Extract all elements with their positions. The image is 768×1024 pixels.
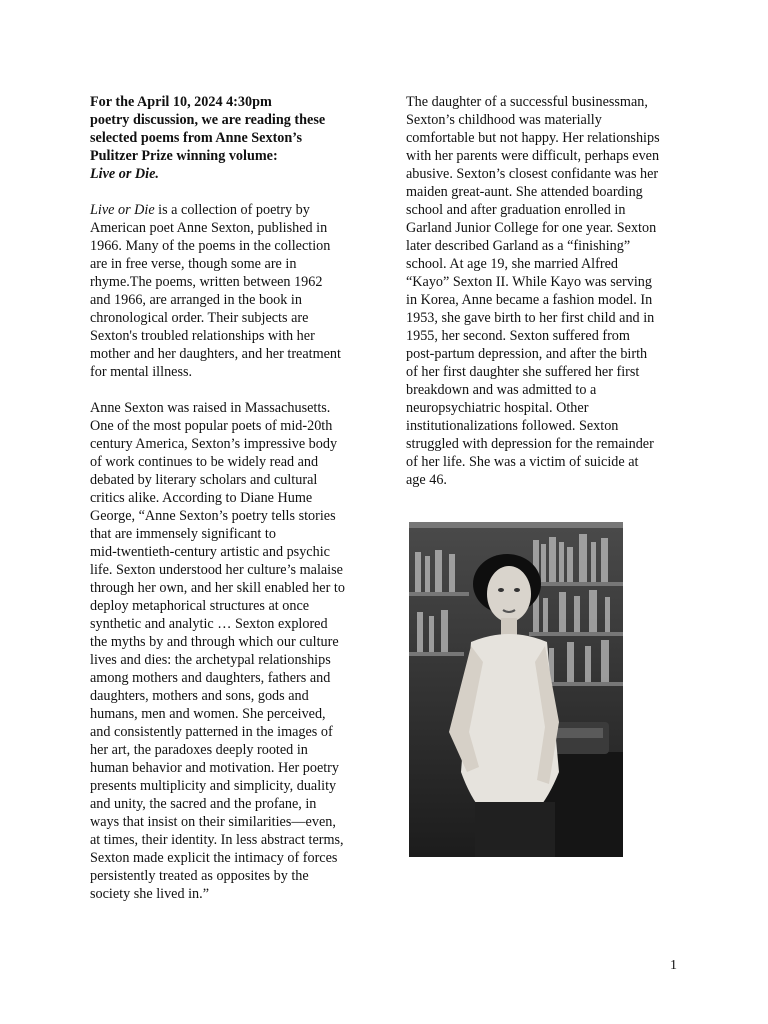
bio-line: George, “Anne Sexton’s poetry tells stories (90, 508, 336, 524)
intro-book-title: Live or Die (90, 202, 155, 218)
heading-line: For the April 10, 2024 4:30pm (90, 94, 272, 110)
right-column (406, 93, 678, 489)
discussion-heading (90, 93, 362, 183)
bio-line: synthetic and analytic … Sexton explored (90, 616, 328, 632)
bio-line: debated by literary scholars and cultural (90, 472, 318, 488)
bio-line: the myths by and through which our culture (90, 634, 339, 650)
heading-line: selected poems from Anne Sexton’s (90, 130, 303, 146)
bio-line: society she lived in.” (90, 886, 209, 902)
childhood-line: 1955, her second. Sexton suffered from (406, 328, 630, 344)
intro-line: for mental illness. (90, 364, 193, 380)
heading-line: Pulitzer Prize winning volume: (90, 148, 278, 164)
author-photo (409, 522, 623, 857)
intro-line: chronological order. Their subjects are (90, 310, 309, 326)
intro-line: rhyme.The poems, written between 1962 (90, 274, 323, 290)
childhood-line: struggled with depression for the remainder (406, 436, 654, 452)
bio-line: presents multiplicity and simplicity, duality (90, 778, 337, 794)
intro-paragraph (90, 201, 362, 381)
childhood-line: school. At age 19, she married Alfred (406, 256, 618, 272)
bio-line: and consistently patterned in the images of (90, 724, 333, 740)
intro-first-line: is a collection of poetry by (154, 202, 310, 218)
bio-line: and unity, the sacred and the profane, in (90, 796, 317, 812)
bio-line: through her own, and her skill enabled her to (90, 580, 345, 596)
book-title: Live or Die. (90, 166, 159, 182)
bio-line: life. Sexton understood her culture’s malaise (90, 562, 343, 578)
bio-line: One of the most popular poets of mid-20th (90, 418, 333, 434)
bio-line: lives and dies: the archetypal relationships (90, 652, 331, 668)
bio-line: that are immensely significant to (90, 526, 276, 542)
bio-paragraph (90, 399, 362, 903)
bio-line: of work continues to be widely read and (90, 454, 319, 470)
bio-line: daughters, mothers and sons, gods and (90, 688, 309, 704)
childhood-line: institutionalizations followed. Sexton (406, 418, 619, 434)
childhood-line: of her first daughter she suffered her first (406, 364, 640, 380)
bio-line: at times, their identity. In less abstract terms, (90, 832, 344, 848)
bio-line: deploy metaphorical structures at once (90, 598, 310, 614)
childhood-paragraph (406, 93, 678, 489)
heading-line: poetry discussion, we are reading these (90, 112, 326, 128)
intro-line: 1966. Many of the poems in the collection (90, 238, 331, 254)
intro-line: mother and her daughters, and her treatment (90, 346, 341, 362)
childhood-line: school and after graduation enrolled in (406, 202, 626, 218)
childhood-line: with her parents were difficult, perhaps even (406, 148, 660, 164)
bio-line: mid-twentieth-century artistic and psychic (90, 544, 330, 560)
childhood-line: maiden great-aunt. She attended boarding (406, 184, 643, 200)
bio-line: critics alike. According to Diane Hume (90, 490, 313, 506)
childhood-line: of her life. She was a victim of suicide at (406, 454, 639, 470)
childhood-line: The daughter of a successful businessman, (406, 94, 648, 110)
childhood-line: abusive. Sexton’s closest confidante was her (406, 166, 659, 182)
bio-line: ways that insist on their similarities—even, (90, 814, 336, 830)
childhood-line: comfortable but not happy. Her relationships (406, 130, 660, 146)
author-photo-illustration (409, 522, 623, 857)
childhood-line: neuropsychiatric hospital. Other (406, 400, 589, 416)
childhood-line: in Korea, Anne became a fashion model. In (406, 292, 653, 308)
bio-line: persistently treated as opposites by the (90, 868, 309, 884)
intro-line: and 1966, are arranged in the book in (90, 292, 302, 308)
page-number: 1 (670, 958, 677, 973)
bio-line: among mothers and daughters, fathers and (90, 670, 331, 686)
intro-line: Sexton's troubled relationships with her (90, 328, 315, 344)
left-column (90, 93, 362, 903)
intro-line (90, 201, 362, 219)
childhood-line: breakdown and was admitted to a (406, 382, 597, 398)
bio-line: century America, Sexton’s impressive body (90, 436, 338, 452)
childhood-line: 1953, she gave birth to her first child and in (406, 310, 655, 326)
bio-line: Anne Sexton was raised in Massachusetts. (90, 400, 331, 416)
bio-line: her art, the paradoxes deeply rooted in (90, 742, 308, 758)
childhood-line: “Kayo” Sexton II. While Kayo was serving (406, 274, 652, 290)
bio-line: human behavior and motivation. Her poetry (90, 760, 340, 776)
childhood-line: Garland Junior College for one year. Sexton (406, 220, 657, 236)
bio-line: Sexton made explicit the intimacy of forces (90, 850, 338, 866)
bio-line: humans, men and women. She perceived, (90, 706, 326, 722)
intro-line: American poet Anne Sexton, published in (90, 220, 328, 236)
childhood-line: later described Garland as a “finishing” (406, 238, 631, 254)
childhood-line: age 46. (406, 472, 447, 488)
intro-line: are in free verse, though some are in (90, 256, 297, 272)
childhood-line: Sexton’s childhood was materially (406, 112, 602, 128)
childhood-line: post-partum depression, and after the birth (406, 346, 648, 362)
